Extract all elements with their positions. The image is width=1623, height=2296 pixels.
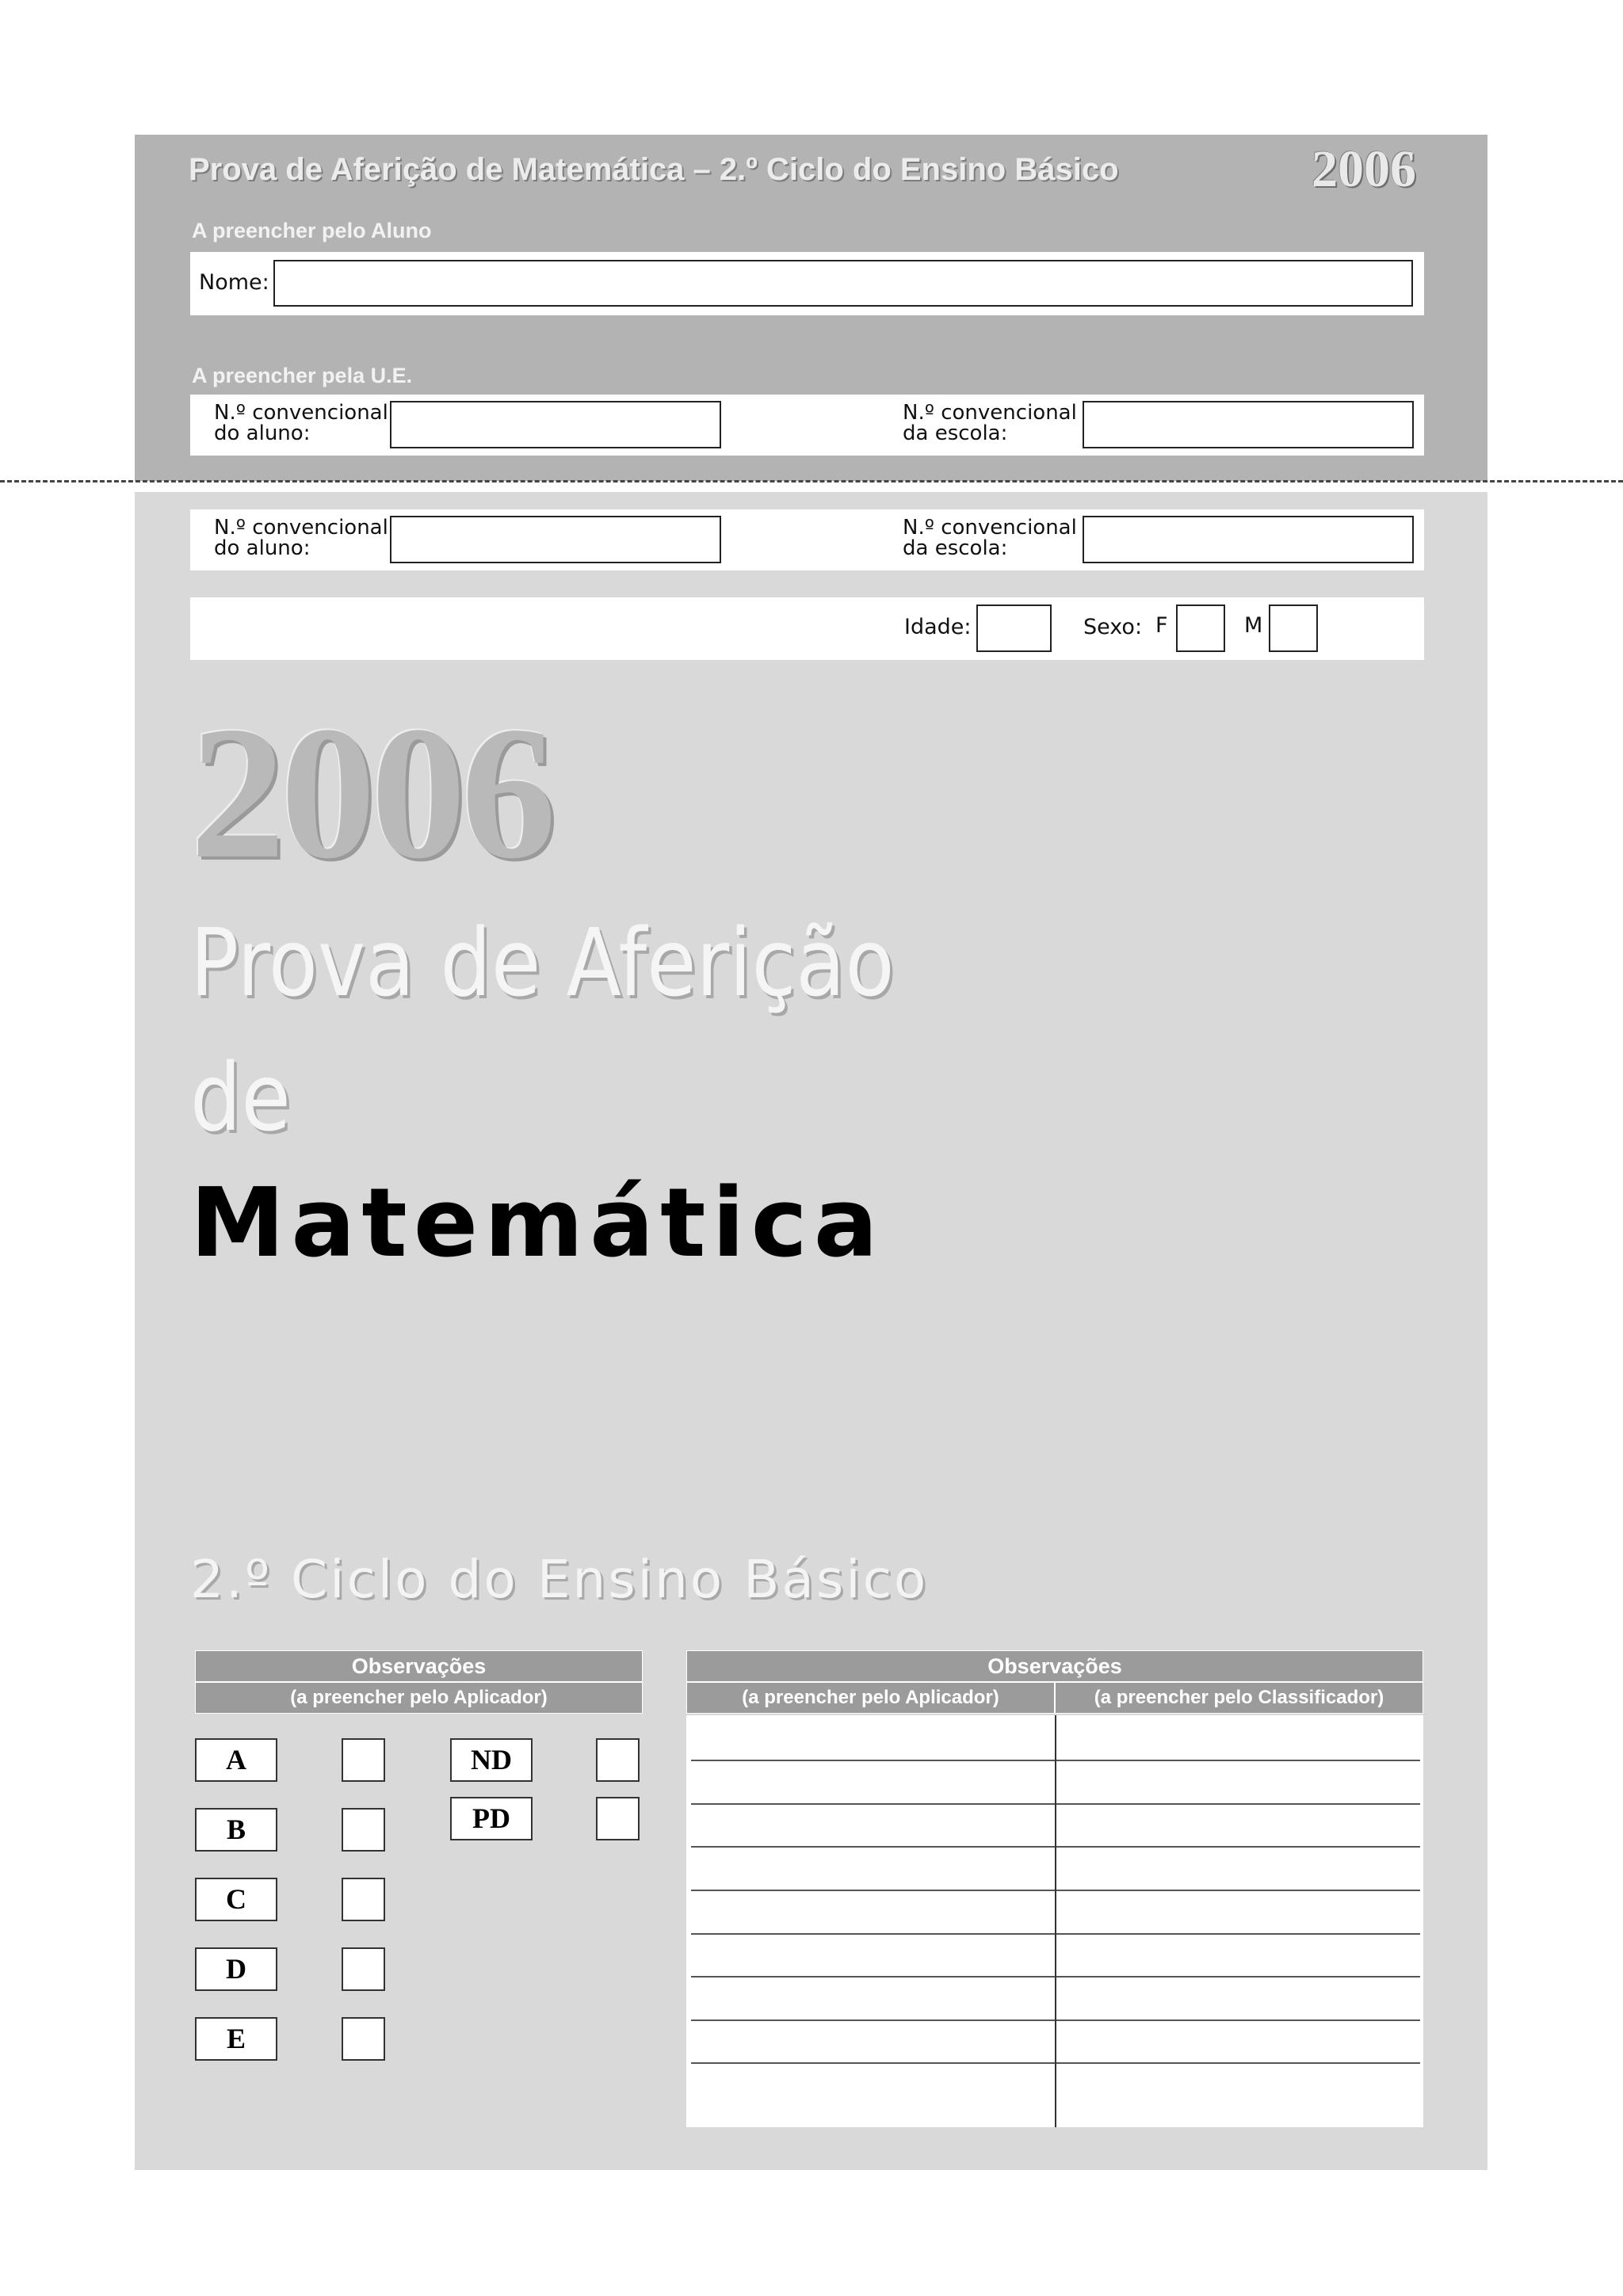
obs-col-applicator: (a preencher pelo Aplicador) [686,1682,1055,1714]
student-number-label: N.º convencional do aluno: [214,401,388,445]
cover-cycle: 2.º Ciclo do Ensino Básico [190,1549,929,1610]
cover-title-line2: de [190,1043,291,1152]
student-section-label: A preencher pelo Aluno [192,219,432,242]
name-label: Nome: [199,270,269,295]
obs-column-divider [1055,1715,1056,2127]
detachable-school-number-field[interactable] [1083,516,1414,563]
grade-b-box: B [195,1808,277,1852]
school-number-label: N.º convencional da escola: [903,401,1077,445]
grade-e-checkbox[interactable] [342,2017,385,2061]
cut-line [0,480,1623,482]
grade-e-box: E [195,2017,277,2061]
school-number-field[interactable] [1083,401,1414,448]
grade-c-box: C [195,1878,277,1921]
code-nd-checkbox[interactable] [596,1738,640,1782]
code-pd-box: PD [450,1797,533,1840]
cover-subject: Matemática [190,1169,884,1279]
age-label: Idade: [904,615,972,639]
cover-title-line1: Prova de Aferição [190,908,895,1017]
age-sex-strip [190,597,1424,660]
sex-m-checkbox[interactable] [1269,605,1318,652]
name-field[interactable] [273,260,1413,307]
cover-year: 2006 [190,687,552,898]
obs-both-title: Observações [686,1650,1423,1682]
obs-applicator-subtitle: (a preencher pelo Aplicador) [195,1682,643,1714]
detachable-school-number-label: N.º convencional da escola: [903,516,1077,560]
code-nd-box: ND [450,1738,533,1782]
header-year: 2006 [1312,140,1416,198]
grade-d-checkbox[interactable] [342,1947,385,1991]
detachable-student-number-field[interactable] [390,516,721,563]
grade-d-box: D [195,1947,277,1991]
student-number-field[interactable] [390,401,721,448]
header-title: Prova de Aferição de Matemática – 2.º Ciclo do Ensino Básico [189,152,1119,187]
sex-f-label: F [1155,613,1168,638]
grade-a-box: A [195,1738,277,1782]
obs-col-classifier: (a preencher pelo Classificador) [1055,1682,1423,1714]
age-field[interactable] [976,605,1052,652]
grade-b-checkbox[interactable] [342,1808,385,1852]
school-section-label: A preencher pela U.E. [192,364,413,387]
sex-label: Sexo: [1083,615,1143,639]
sex-m-label: M [1244,613,1263,638]
detachable-student-number-label: N.º convencional do aluno: [214,516,388,560]
grade-c-checkbox[interactable] [342,1878,385,1921]
obs-applicator-title: Observações [195,1650,643,1682]
sex-f-checkbox[interactable] [1176,605,1225,652]
code-pd-checkbox[interactable] [596,1797,640,1840]
grade-a-checkbox[interactable] [342,1738,385,1782]
